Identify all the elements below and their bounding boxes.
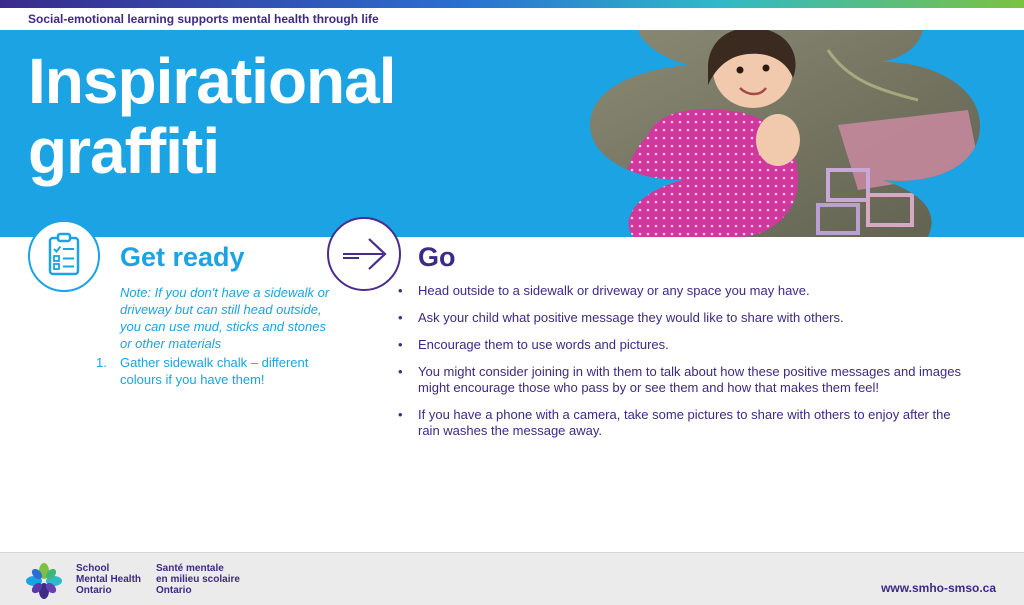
step-text: Gather sidewalk chalk – different colours if you have them! — [120, 355, 309, 387]
list-item: • Ask your child what positive message they would like to share with others. — [398, 310, 844, 325]
list-item: • Head outside to a sidewalk or driveway or any space you may have. — [398, 283, 810, 298]
org-name-french: Santé mentale en milieu scolaire Ontario — [156, 563, 240, 596]
title-line-2: graffiti — [28, 115, 220, 187]
arrow-right-icon — [327, 217, 401, 291]
smho-logo-icon — [26, 563, 62, 599]
get-ready-note: Note: If you don't have a sidewalk or driveway but can still head outside, you can use mud, sticks and stones or other materials — [120, 285, 330, 351]
go-item-text: You might consider joining in with them to talk about how these positive messages and images might encourage those who pass by or see them and how that makes them feel! — [418, 364, 961, 395]
top-gradient-bar — [0, 0, 1024, 8]
page-title — [28, 46, 396, 186]
title-line-1: Inspirational — [28, 45, 396, 117]
tagline: Social-emotional learning supports mental health through life — [28, 12, 379, 26]
list-item: • You might consider joining in with them to talk about how these positive messages and images might encourage those who pass by or see them and how that makes them feel! — [398, 364, 968, 396]
footer — [0, 552, 1024, 605]
list-item: • If you have a phone with a camera, take some pictures to share with others to enjoy after the rain washes the message away. — [398, 407, 968, 439]
go-steps — [398, 283, 968, 450]
get-ready-heading: Get ready — [120, 242, 245, 272]
clipboard-checklist-icon — [28, 220, 100, 292]
get-ready-steps — [96, 354, 310, 388]
go-heading: Go — [418, 242, 456, 272]
hero-photo-child-chalk — [588, 30, 988, 237]
website-url: www.smho-smso.ca — [881, 581, 996, 595]
step-number: 1. — [96, 355, 107, 370]
go-item-text: Head outside to a sidewalk or driveway or any space you may have. — [418, 283, 810, 298]
go-item-text: Encourage them to use words and pictures. — [418, 337, 669, 352]
hero-banner — [0, 30, 1024, 237]
go-item-text: Ask your child what positive message they would like to share with others. — [418, 310, 844, 325]
list-item — [96, 354, 310, 388]
list-item: • Encourage them to use words and pictures. — [398, 337, 669, 352]
go-item-text: If you have a phone with a camera, take some pictures to share with others to enjoy after the rain washes the message away. — [418, 407, 951, 438]
org-name-english: School Mental Health Ontario — [76, 563, 142, 596]
